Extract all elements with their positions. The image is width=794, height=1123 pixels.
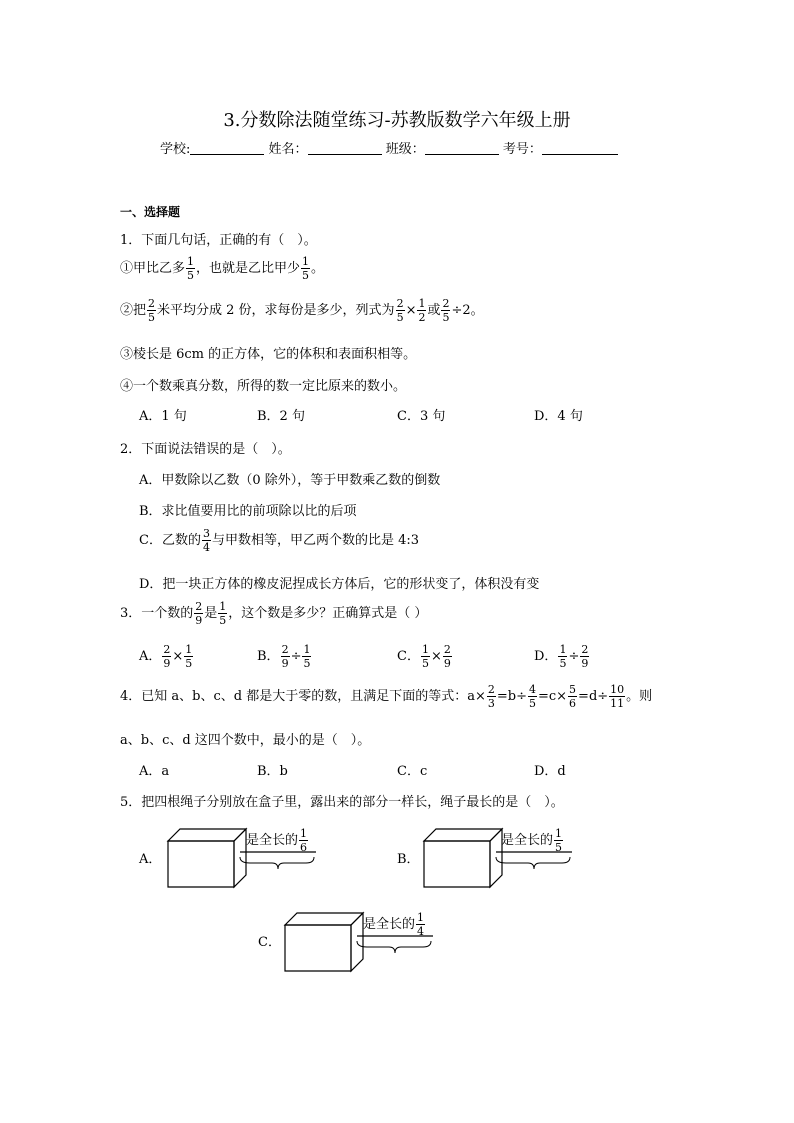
s1-text-c: 。 — [311, 261, 325, 276]
s2-text-b: 米平均分成 2 份，求每份是多少，列式为 — [157, 303, 395, 318]
s1-text-a: ①甲比乙多 — [120, 261, 186, 276]
q4-text-b: 。则 — [626, 689, 653, 704]
fraction: $\frac{2}{9}$ — [163, 643, 171, 670]
fraction: $\frac{1}{5}$ — [559, 643, 567, 670]
q3-option-c[interactable]: C． $\frac{1}{5}$ × $\frac{2}{9}$ — [397, 643, 451, 670]
q1-statement-2: ②把 $\frac{2}{5}$ 米平均分成 2 份，求每份是多少，列式为 $\frac{2}{5}$ × $\frac{1}{2}$ 或 $\frac{2}{5}$ ÷2。 — [120, 297, 484, 324]
fraction: $\frac{5}{6}$ — [569, 683, 577, 710]
q5-stem: 5．把四根绳子分别放在盒子里，露出来的部分一样长，绳子最长的是（ ）。 — [120, 795, 564, 810]
fraction: $\frac{1}{5}$ — [555, 827, 563, 854]
fraction: $\frac{10}{11}$ — [610, 683, 625, 710]
q5-option-c[interactable]: C． — [258, 935, 281, 950]
fraction: $\frac{1}{5}$ — [421, 643, 429, 670]
fraction: $\frac{4}{5}$ — [528, 683, 536, 710]
fraction: $\frac{2}{5}$ — [442, 297, 450, 324]
class-label: 班级： — [385, 142, 425, 157]
c-text-b: 与甲数相等，甲乙两个数的比是 4:3 — [211, 533, 420, 548]
fraction: $\frac{1}{6}$ — [300, 827, 308, 854]
s1-text-b: ，也就是乙比甲少 — [196, 261, 301, 276]
student-info — [160, 138, 618, 157]
fraction: $\frac{2}{5}$ — [396, 297, 404, 324]
q4-option-c[interactable]: C．c — [397, 764, 428, 779]
section-heading: 一、选择题 — [120, 205, 181, 219]
q2-option-d[interactable]: D．把一块正方体的橡皮泥捏成长方体后，它的形状变了，体积没有变 — [139, 577, 540, 592]
q1-option-d[interactable]: D．4 句 — [534, 409, 583, 424]
rope-caption-a: 是全长的 $\frac{1}{6}$ — [246, 827, 308, 854]
q5-option-a[interactable]: A． — [139, 852, 162, 867]
s2-text-a: ②把 — [120, 303, 147, 318]
fraction: $\frac{2}{9}$ — [195, 600, 203, 627]
number-label: 考号： — [502, 142, 542, 157]
q2-option-b[interactable]: B．求比值要用比的前项除以比的后项 — [139, 504, 357, 519]
q1-option-a[interactable]: A．1 句 — [139, 409, 187, 424]
q4-stem-line2: a、b、c、d 这四个数中，最小的是（ ）。 — [120, 733, 371, 748]
s2-text-d: ÷2。 — [451, 303, 484, 318]
fraction: $\frac{2}{5}$ — [148, 297, 156, 324]
q5-option-b[interactable]: B． — [397, 852, 420, 867]
q4-option-d[interactable]: D．d — [534, 764, 566, 779]
school-blank[interactable] — [190, 140, 264, 155]
number-blank[interactable] — [542, 140, 618, 155]
q3-stem — [120, 601, 427, 626]
name-label: 姓名： — [268, 142, 308, 157]
fraction: $\frac{2}{9}$ — [443, 643, 451, 670]
fraction: $\frac{3}{4}$ — [202, 527, 210, 554]
q1-statement-4: ④一个数乘真分数，所得的数一定比原来的数小。 — [120, 379, 407, 394]
q3-text-c: ，这个数是多少？正确算式是（ ） — [228, 606, 428, 621]
q3-option-d[interactable]: D． $\frac{1}{5}$ ÷ $\frac{2}{9}$ — [534, 643, 589, 670]
rope-caption-b: 是全长的 $\frac{1}{5}$ — [501, 827, 563, 854]
class-blank[interactable] — [425, 140, 499, 155]
q2-option-a[interactable]: A．甲数除以乙数（0 除外），等于甲数乘乙数的倒数 — [139, 473, 441, 488]
q4-option-a[interactable]: A．a — [139, 764, 170, 779]
fraction: $\frac{1}{4}$ — [417, 911, 425, 938]
q3-option-b[interactable]: B． $\frac{2}{9}$ ÷ $\frac{1}{5}$ — [257, 643, 311, 670]
q3-text-b: 是 — [204, 606, 218, 621]
q4-text-a: 4．已知 a、b、c、d 都是大于零的数，且满足下面的等式：a× — [120, 689, 486, 704]
q4-stem: 4．已知 a、b、c、d 都是大于零的数，且满足下面的等式：a× $\frac{2}{3}$ =b÷ $\frac{4}{5}$ =c× $\frac{5}{6}$ =d÷ $\frac{10}{11}$ 。则 — [120, 683, 653, 710]
q2-stem: 2．下面说法错误的是（ ）。 — [120, 442, 291, 457]
q1-statement-1 — [120, 256, 324, 281]
q1-option-c[interactable]: C．3 句 — [397, 409, 446, 424]
rope-caption-c: 是全长的 $\frac{1}{4}$ — [363, 911, 425, 938]
q1-stem: 1．下面几句话，正确的有（ ）。 — [120, 233, 317, 248]
fraction: $\frac{1}{2}$ — [418, 297, 426, 324]
fraction: $\frac{2}{9}$ — [581, 643, 589, 670]
school-label: 学校: — [160, 142, 191, 157]
page-title: 3.分数除法随堂练习-苏教版数学六年级上册 — [223, 110, 571, 131]
fraction: $\frac{2}{9}$ — [281, 643, 289, 670]
q4-option-b[interactable]: B．b — [257, 764, 288, 779]
q1-statement-3: ③棱长是 6cm 的正方体，它的体积和表面积相等。 — [120, 347, 417, 362]
fraction: $\frac{1}{5}$ — [303, 643, 311, 670]
c-text-a: C．乙数的 — [139, 533, 201, 548]
name-blank[interactable] — [308, 140, 382, 155]
q3-option-a[interactable]: A． $\frac{2}{9}$ × $\frac{1}{5}$ — [139, 643, 193, 670]
q1-option-b[interactable]: B．2 句 — [257, 409, 305, 424]
fraction: $\frac{1}{5}$ — [302, 255, 310, 282]
fraction: $\frac{1}{5}$ — [187, 255, 195, 282]
s2-text-c: 或 — [427, 303, 441, 318]
q3-text-a: 3．一个数的 — [120, 606, 194, 621]
fraction: $\frac{2}{3}$ — [487, 683, 495, 710]
fraction: $\frac{1}{5}$ — [219, 600, 227, 627]
fraction: $\frac{1}{5}$ — [185, 643, 193, 670]
q2-option-c[interactable] — [139, 528, 419, 553]
